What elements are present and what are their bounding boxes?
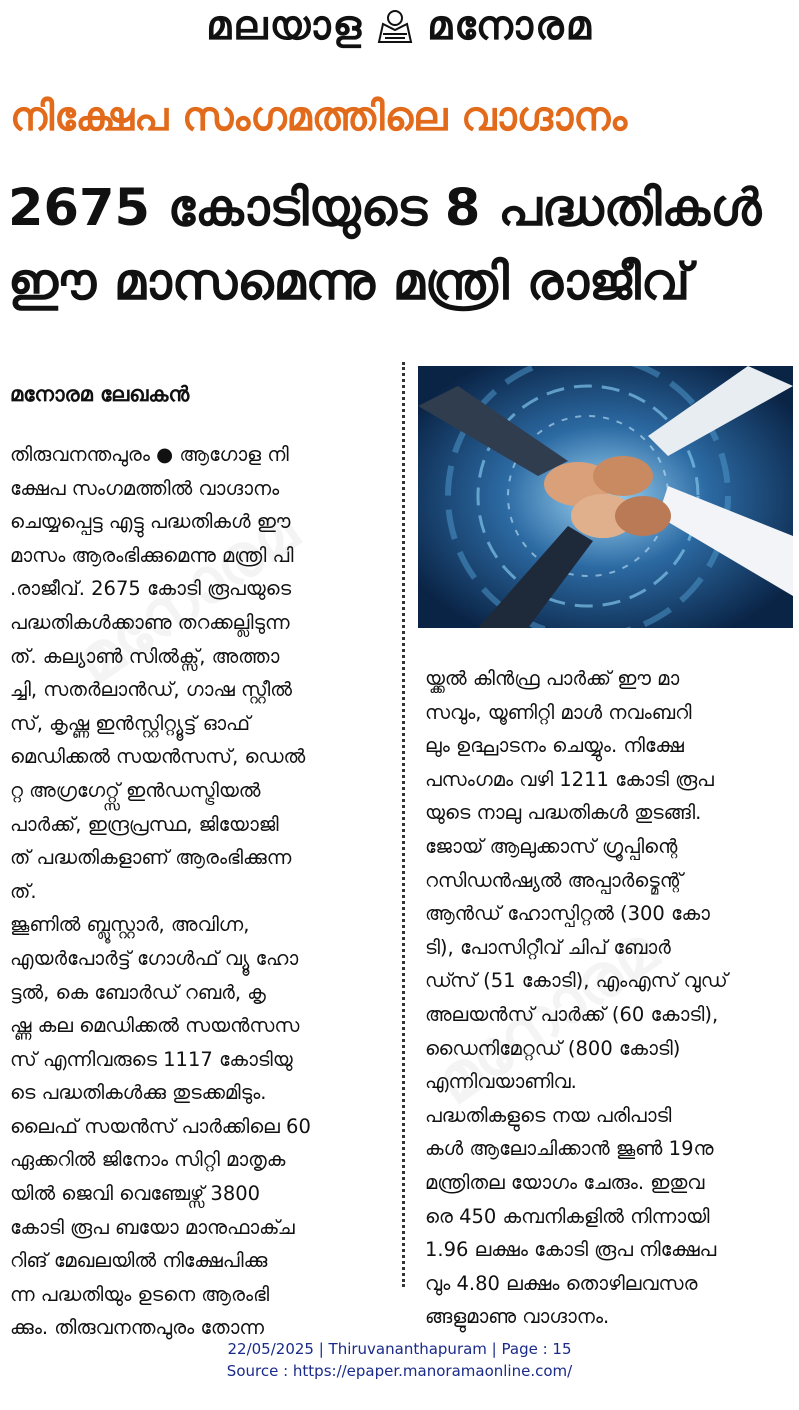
masthead-left-word: മലയാള [206,3,364,49]
crest-emblem-icon [373,4,417,48]
article-text-line: ഏക്കറിൽ ജിനോം സിറ്റി മാതൃക [10,1148,286,1172]
article-photo [418,366,793,628]
article-text-line: ച്ചി, സതർലാൻഡ്, ഗാഷ സ്റ്റീൽ [10,678,292,702]
article-text-line: കൾ ആലോചിക്കാൻ ജൂൺ 19നു [425,1137,714,1161]
article-text-line: റിങ് മേഖലയിൽ നിക്ഷേപിക്കു [10,1249,268,1273]
article-text-line: സവും, യൂണിറ്റി മാൾ നവംബറി [425,700,692,724]
article-text-line: ത് പദ്ധതികളാണ് ആരംഭിക്കുന്ന [10,846,292,870]
footer-date-line: 22/05/2025 | Thiruvananthapuram | Page : 15 [227,1340,572,1358]
fist-bump-photo [418,366,793,628]
article-text-line: റ്റ അഗ്രഗേറ്റ്സ് ഇൻഡസ്ട്രിയൽ [10,778,261,802]
article-left-column [10,438,392,1345]
article-text-line: പാർക്ക്, ഇന്ദ്രപ്രസ്ഥ, ജിയോജി [10,812,279,836]
article-text-line: 1.96 ലക്ഷം കോടി രൂപ നിക്ഷേപ [425,1238,717,1262]
article-text-line: എന്നിവയാണിവ. [425,1070,577,1094]
footer-source-line: Source : https://epaper.manoramaonline.com/ [226,1362,573,1380]
masthead-right-word: മനോരമ [427,3,593,49]
article-text-line: .രാജീവ്. 2675 കോടി രൂപയുടെ [10,577,292,601]
article-text-line: ഡ്സ് (51 കോടി), എംഎസ് വുഡ് [425,969,728,993]
article-text-line: ലും ഉദ്ഘാടനം ചെയ്യും. നിക്ഷേ [425,734,684,758]
article-text-line: ടി), പോസിറ്റീവ് ചിപ് ബോർ [425,935,671,959]
article-text-line: ലൈഫ് സയൻസ് പാർക്കിലെ 60 [10,1114,311,1138]
headline-line: 2675 കോടിയുടെ 8 പദ്ധതികൾ [8,179,762,238]
article-text-line: ജോയ് ആലുക്കാസ് ഗ്രൂപ്പിന്റെ [425,834,678,858]
article-text-line: ങ്ങളുമാണു വാഗ്ദാനം. [425,1305,610,1329]
article-text-line: ക്കും. തിരുവനന്തപുരം തോന്ന [10,1316,264,1340]
article-text-line: കോടി രൂപ ബയോ മാനുഫാക്ച [10,1215,295,1239]
article-text-line: പദ്ധതികളുടെ നയ പരിപാടി [425,1103,672,1127]
article-text-line: സ് എന്നിവരുടെ 1117 കോടിയു [10,1047,293,1071]
article-text-line: ത്. കല്യാൺ സിൽക്സ്, അത്താ [10,644,280,668]
masthead [0,0,799,52]
article-text-line: ഷ്ണ കല മെഡിക്കൽ സയൻസസ [10,1014,300,1038]
article-text-line: ടെ പദ്ധതികൾക്കു തുടക്കമിടും. [10,1081,267,1105]
article-text-line: ജൂണിൽ ബ്ലൂസ്റ്റാർ, അവിഗ്ന, [10,913,250,937]
article-byline: മനോരമ ലേഖകൻ [10,382,190,406]
headline-line: ഈ മാസമെന്നു മന്ത്രി രാജീവ് [8,253,691,312]
article-text-line: ന്ന പദ്ധതിയും ഉടനെ ആരംഭി [10,1282,270,1306]
column-divider [402,362,405,1287]
article-text-line: ക്ഷേപ സംഗമത്തിൽ വാഗ്ദാനം [10,476,280,500]
article-text-line: എയർപോർട്ട് ഗോൾഫ് വ്യൂ ഹോ [10,946,299,970]
article-text-line: യിൽ ജെവി വെഞ്ചേഴ്സ് 3800 [10,1182,261,1206]
article-kicker: നിക്ഷേപ സംഗമത്തിലെ വാഗ്ദാനം [10,94,628,140]
article-text-line: രെ 450 കമ്പനികളിൽ നിന്നായി [425,1204,710,1228]
article-text-line: റസിഡൻഷ്യൽ അപ്പാർട്മെന്റ് [425,868,683,892]
article-text-line: പദ്ധതികൾക്കാണു തറക്കല്ലിടുന്ന [10,610,290,634]
article-text-line: പസംഗമം വഴി 1211 കോടി രൂപ [425,767,714,791]
article-text-line: ഡൈനിമേറ്റഡ് (800 കോടി) [425,1036,681,1060]
article-text-line: ചെയ്യപ്പെട്ട എട്ടു പദ്ധതികൾ ഈ [10,510,291,534]
article-text-line: ട്ടൽ, കെ ബോർഡ് റബർ, കൃ [10,980,266,1004]
article-text-line: മന്ത്രിതല യോഗം ചേരും. ഇതുവ [425,1170,705,1194]
article-text-line: അലയൻസ് പാർക്ക് (60 കോടി), [425,1002,719,1026]
article-text-line: ത്. [10,879,37,903]
article-text-line: ആൻഡ് ഹോസ്പിറ്റൽ (300 കോ [425,902,710,926]
article-right-column [425,662,793,1334]
article-text-line: യുടെ നാലു പദ്ധതികൾ തുടങ്ങി. [425,801,702,825]
page-footer [0,1338,799,1382]
article-headline [8,172,793,320]
article-text-line: യ്ക്കൽ കിൻഫ്ര പാർക്ക് ഈ മാ [425,667,680,690]
article-text-line: സ്, കൃഷ്ണ ഇൻസ്റ്റിറ്റ്യൂട്ട് ഓഫ് [10,711,251,735]
article-text-line: മെഡിക്കൽ സയൻസസ്, ഡെൽ [10,745,306,769]
article-text-line: വും 4.80 ലക്ഷം തൊഴിലവസര [425,1271,698,1295]
article-text-line: തിരുവനന്തപുരം ● ആഗോള നി [10,443,289,466]
article-text-line: മാസം ആരംഭിക്കുമെന്നു മന്ത്രി പി [10,543,294,567]
